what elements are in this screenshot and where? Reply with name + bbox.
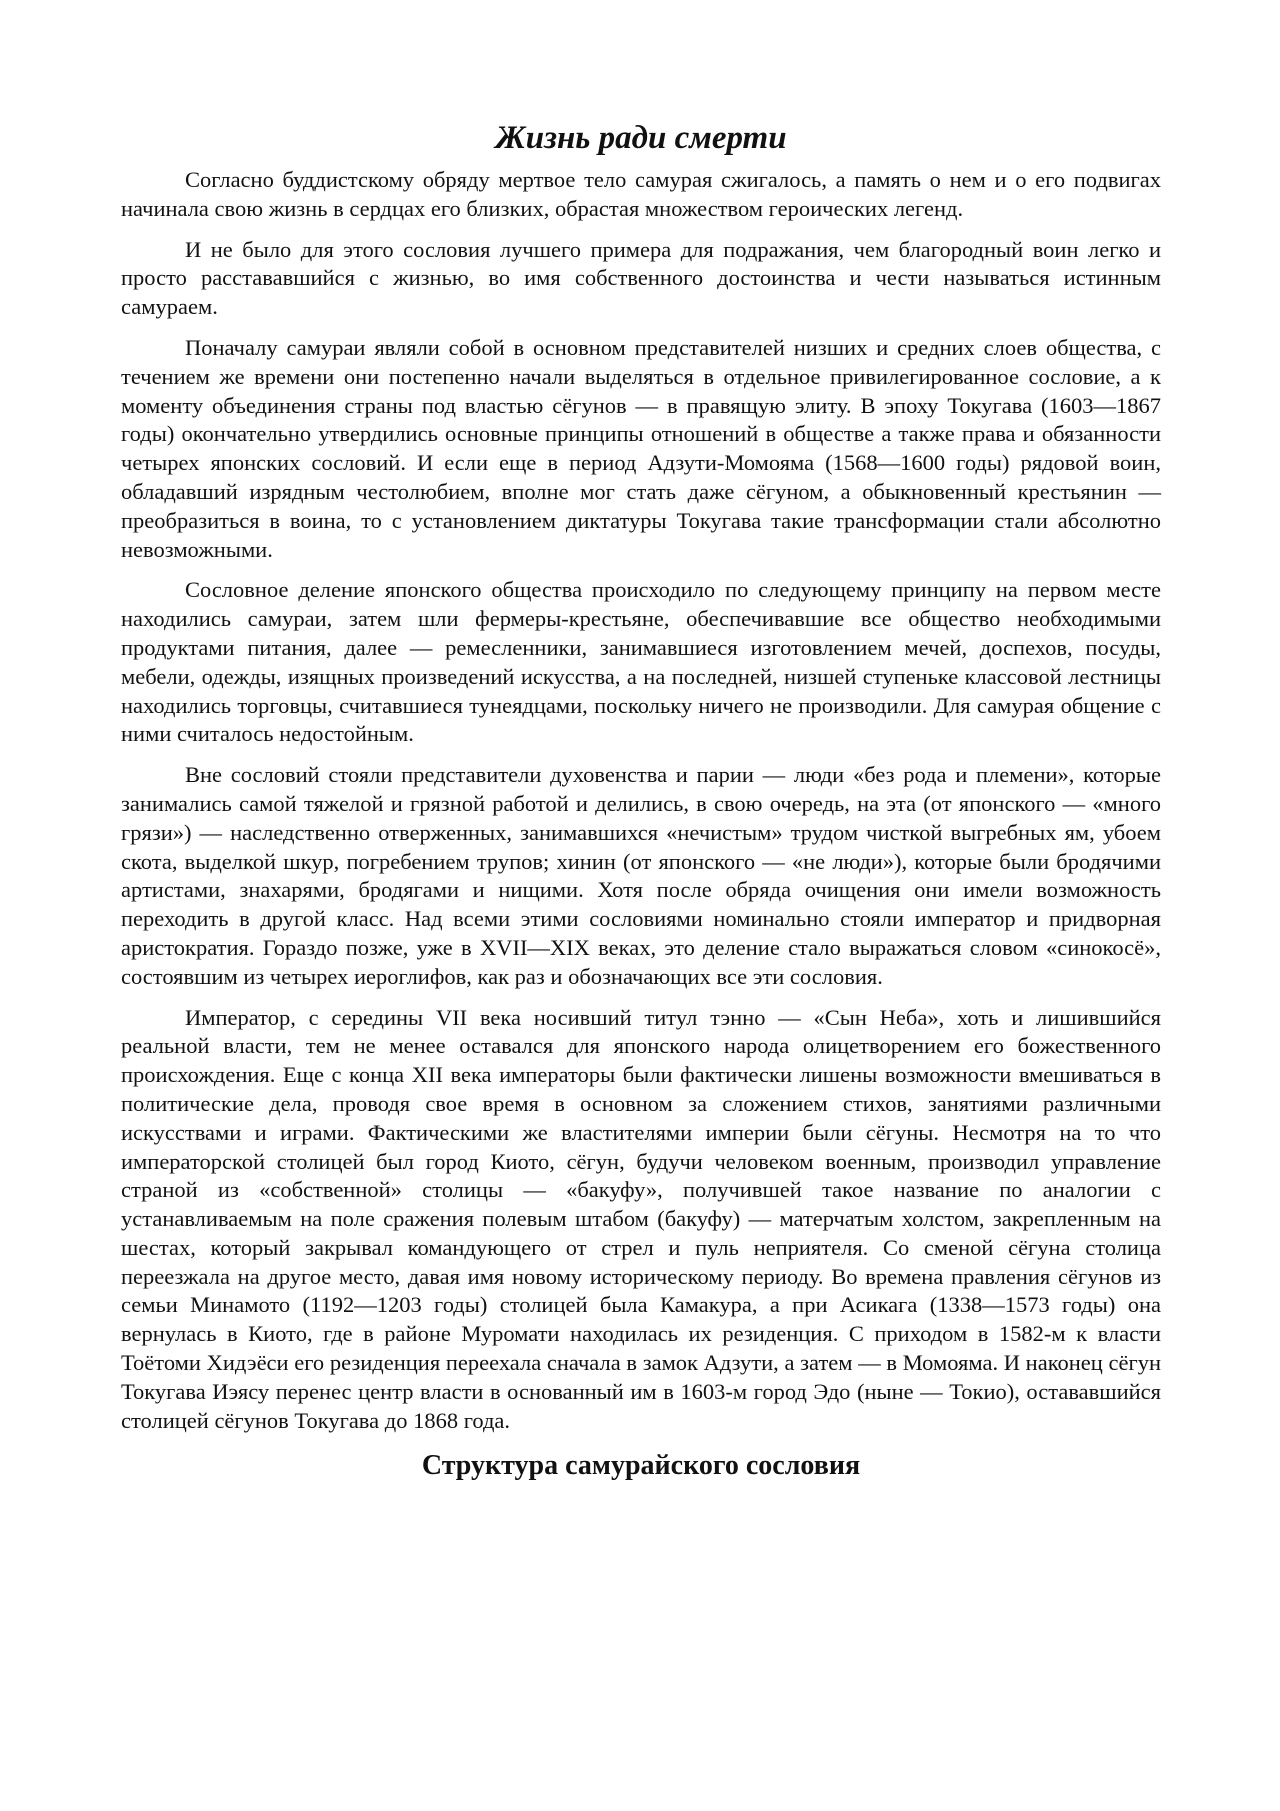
document-page [121, 118, 1161, 1483]
paragraph: Согласно буддистскому обряду мертвое тело самурая сжигалось, а память о нем и о его подвигах начинала свою жизнь в сердцах его близких, обрастая множеством героических легенд. [121, 167, 1161, 221]
document-title: Жизнь ради смерти [495, 120, 787, 156]
section-heading: Структура самурайского сословия [421, 1450, 861, 1482]
paragraph: Император, с середины VII века носивший титул тэнно — «Сын Неба», хоть и лишившийся реальной власти, тем не менее оставался для японского народа олицетворением его божественного происхождения. Еще с конца XII века императоры были фактически лишены возможности вмешиваться в политические дела, проводя свое время в основном за сложением стихов, занятиями различными искусствами и играми. Фактическими же властителями империи были сёгуны. Несмотря на то что императорской столицей был город Киото, сёгун, будучи человеком военным, производил управление страной из «собственной» столицы — «бакуфу», получившей такое название по аналогии с устанавливаемым на поле сражения полевым штабом (бакуфу) — матерчатым холстом, закрепленным на шестах, который закрывал командующего от стрел и пуль неприятеля. Со сменой сёгуна столица переезжала на другое место, давая имя новому историческому периоду. Во времена правления сёгунов из семьи Минамото (1192—1203 годы) столицей была Камакура, а при Асикага (1338—1573 годы) она вернулась в Киото, где в районе Муромати находилась их резиденция. С приходом в 1582-м к власти Тоётоми Хидэёси его резиденция переехала сначала в замок Адзути, а затем — в Момояма. И наконец сёгун Токугава Иэясу перенес центр власти в основанный им в 1603-м город Эдо (ныне — Токио), остававшийся столицей сёгунов Токугава до 1868 года. [121, 1004, 1161, 1433]
paragraph: И не было для этого сословия лучшего примера для подражания, чем благородный воин легко и просто расстававшийся с жизнью, во имя собственного достоинства и чести называться истинным самураем. [121, 236, 1161, 320]
paragraph: Вне сословий стояли представители духовенства и парии — люди «без рода и племени», которые занимались самой тяжелой и грязной работой и делились, в свою очередь, на эта (от японского — «много грязи») — наследственно отверженных, занимавшихся «нечистым» трудом чисткой выгребных ям, убоем скота, выделкой шкур, погребением трупов; хинин (от японского — «не люди»), которые были бродячими артистами, знахарями, бродягами и нищими. Хотя после обряда очищения они имели возможность переходить в другой класс. Над всеми этими сословиями номинально стояли император и придворная аристократия. Гораздо позже, уже в XVII—XIX веках, это деление стало выражаться словом «синокосё», состоявшим из четырех иероглифов, как раз и обозначающих все эти сословия. [121, 762, 1161, 989]
paragraph: Поначалу самураи являли собой в основном представителей низших и средних слоев общества, с течением же времени они постепенно начали выделяться в отдельное привилегированное сословие, а к моменту объединения страны под властью сёгунов — в правящую элиту. В эпоху Токугава (1603—1867 годы) окончательно утвердились основные принципы отношений в обществе а также права и обязанности четырех японских сословий. И если еще в период Адзути-Момояма (1568—1600 годы) рядовой воин, обладавший изрядным честолюбием, вполне мог стать даже сёгуном, а обыкновенный крестьянин — преобразиться в воина, то с установлением диктатуры Токугава такие трансформации стали абсолютно невозможными. [121, 334, 1161, 562]
paragraph: Сословное деление японского общества происходило по следующему принципу на первом месте находились самураи, затем шли фермеры-крестьяне, обеспечивавшие все общество необходимыми продуктами питания, далее — ремесленники, занимавшиеся изготовлением мечей, доспехов, посуды, мебели, одежды, изящных произведений искусства, а на последней, низшей ступеньке классовой лестницы находились торговцы, считавшиеся тунеядцами, поскольку ничего не производили. Для самурая общение с ними считалось недостойным. [121, 577, 1161, 747]
